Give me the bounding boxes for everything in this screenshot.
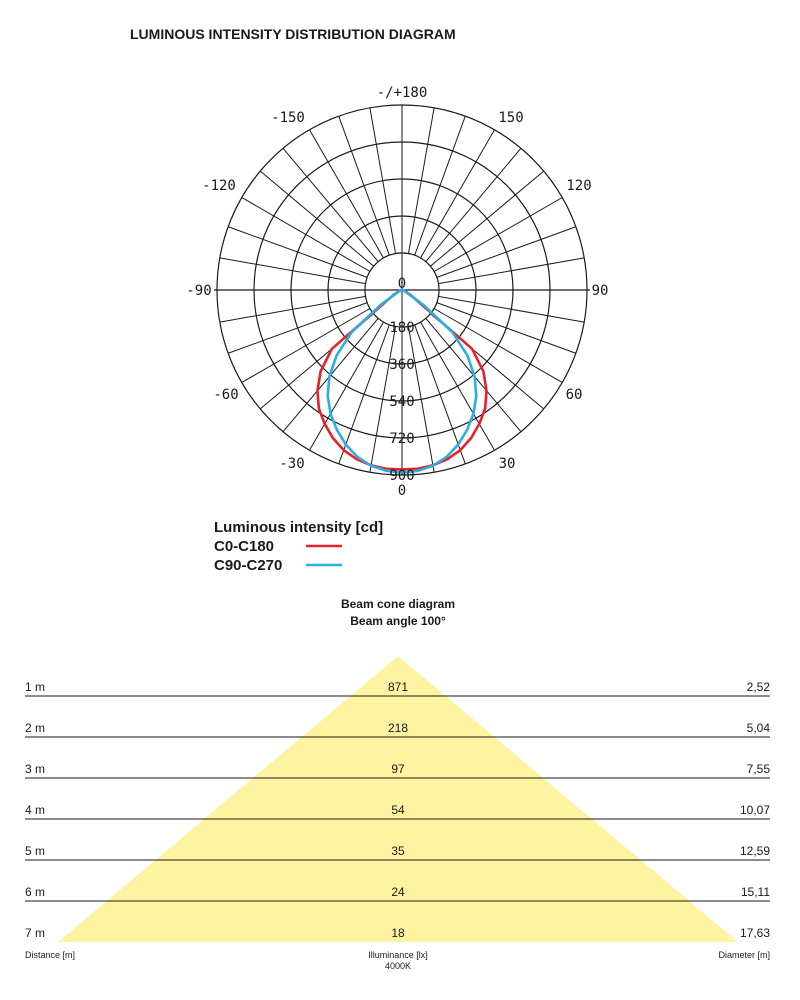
- row-diameter: 17,63: [739, 926, 770, 940]
- row-diameter: 10,07: [739, 803, 770, 817]
- radial-tick-label: 360: [389, 357, 415, 373]
- polar-spoke: [220, 296, 366, 322]
- row-diameter: 12,59: [739, 844, 770, 858]
- angle-label: 120: [566, 178, 592, 194]
- row-illuminance: 24: [391, 885, 405, 899]
- distance-header: Distance [m]: [25, 950, 76, 960]
- row-illuminance: 54: [391, 803, 405, 817]
- diameter-header: Diameter [m]: [718, 950, 770, 960]
- row-illuminance: 97: [391, 762, 405, 776]
- illuminance-header: Illuminance [lx]: [368, 950, 428, 960]
- polar-spoke: [437, 227, 576, 278]
- cone-row: [25, 762, 770, 778]
- polar-spoke: [370, 108, 396, 254]
- polar-spoke: [220, 258, 366, 284]
- polar-title: LUMINOUS INTENSITY DISTRIBUTION DIAGRAM: [130, 26, 456, 42]
- row-distance: 5 m: [25, 844, 46, 858]
- row-distance: 1 m: [25, 680, 46, 694]
- radial-tick-label: 900: [389, 468, 415, 484]
- angle-label: 60: [565, 387, 583, 403]
- center-label: 0: [397, 276, 407, 292]
- angle-label: -30: [279, 456, 305, 472]
- polar-spoke: [434, 309, 562, 383]
- angle-label: -150: [271, 110, 305, 126]
- cone-title: Beam cone diagram: [340, 597, 456, 611]
- legend-label-c0-c180: C0-C180: [214, 538, 275, 555]
- polar-spoke: [283, 148, 378, 261]
- legend-title: Luminous intensity [cd]: [214, 519, 384, 536]
- beam-cone: [58, 656, 738, 942]
- row-illuminance: 871: [387, 680, 409, 694]
- row-distance: 3 m: [25, 762, 46, 776]
- polar-spoke: [242, 309, 370, 383]
- polar-spoke: [421, 130, 495, 258]
- row-diameter: 5,04: [746, 721, 770, 735]
- cone-subtitle: Beam angle 100°: [350, 614, 446, 628]
- row-diameter: 7,55: [746, 762, 770, 776]
- row-illuminance: 35: [391, 844, 405, 858]
- polar-spoke: [339, 116, 390, 255]
- radial-tick-label: 720: [389, 431, 415, 447]
- polar-spoke: [260, 171, 373, 266]
- polar-spoke: [228, 227, 367, 278]
- row-distance: 6 m: [25, 885, 46, 899]
- row-illuminance: 18: [391, 926, 405, 940]
- row-distance: 4 m: [25, 803, 46, 817]
- cone-row: [25, 721, 770, 737]
- polar-spoke: [438, 296, 584, 322]
- polar-spoke: [430, 171, 543, 266]
- angle-label: 0: [397, 483, 407, 499]
- polar-spoke: [415, 116, 466, 255]
- angle-label: -120: [202, 178, 236, 194]
- polar-spoke: [426, 148, 521, 261]
- radial-tick-label: 540: [389, 394, 415, 410]
- polar-legend: [214, 519, 383, 574]
- angle-label: -60: [213, 387, 239, 403]
- angle-label: 150: [498, 110, 524, 126]
- angle-label: 90: [591, 283, 609, 299]
- row-diameter: 15,11: [740, 885, 770, 899]
- angle-label: 30: [498, 456, 516, 472]
- polar-spoke: [228, 303, 367, 354]
- row-distance: 2 m: [25, 721, 46, 735]
- row-distance: 7 m: [25, 926, 46, 940]
- radial-tick-label: 180: [389, 320, 415, 336]
- polar-spoke: [434, 198, 562, 272]
- illuminance-subheader: 4000K: [384, 961, 412, 971]
- polar-spoke: [408, 108, 434, 254]
- polar-spoke: [437, 303, 576, 354]
- cone-row: [25, 803, 770, 819]
- angle-label: -/+180: [376, 85, 428, 101]
- row-illuminance: 218: [387, 721, 409, 735]
- polar-spoke: [438, 258, 584, 284]
- polar-spoke: [242, 198, 370, 272]
- angle-label: -90: [186, 283, 212, 299]
- row-diameter: 2,52: [746, 680, 770, 694]
- polar-spoke: [310, 130, 384, 258]
- cone-row: [25, 680, 770, 696]
- legend-label-c90-c270: C90-C270: [214, 557, 283, 574]
- cone-row: [25, 844, 770, 860]
